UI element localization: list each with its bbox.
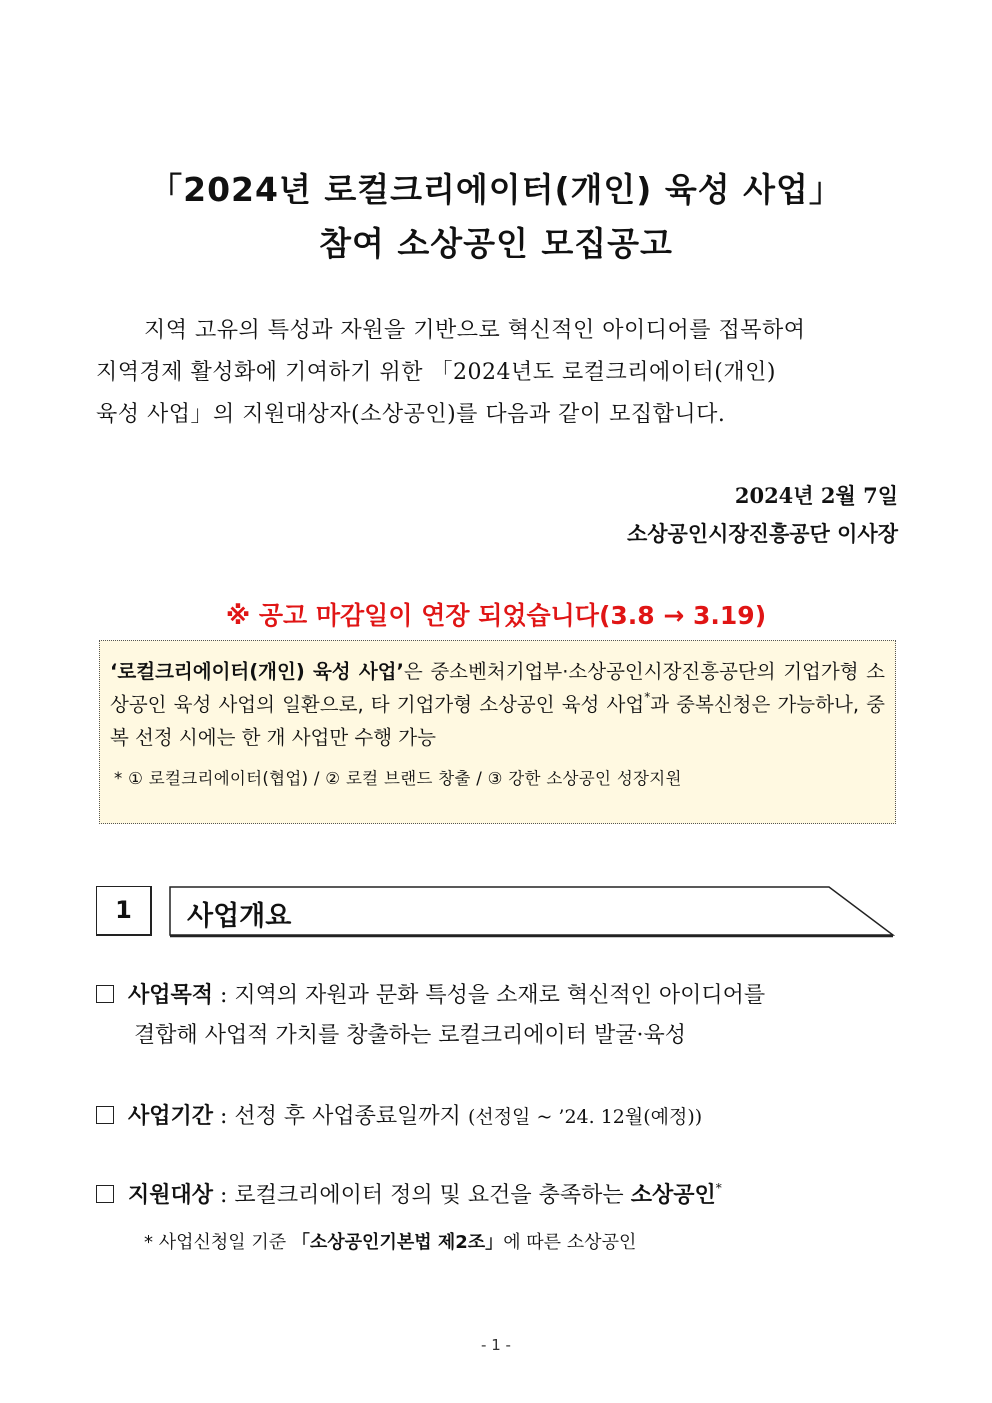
document-title-line2: 참여 소상공인 모집공고: [319, 224, 673, 263]
section-number: 1: [96, 886, 152, 936]
item-target-bold: 소상공인: [630, 1182, 716, 1208]
info-box-footnote: * ① 로컬크리에이터(협업) / ② 로컬 브랜드 창출 / ③ 강한 소상공인 성장지원: [114, 769, 682, 788]
section-title: 사업개요: [187, 901, 292, 932]
item-purpose-label: 사업목적: [128, 982, 214, 1008]
checkbox-square-icon: [96, 1106, 114, 1124]
info-box-text-part2: 과 중복신청은 가능하나, 중복 선정 시에는 한 개 사업만 수행 가능: [110, 693, 885, 749]
section-title-box: [169, 886, 895, 938]
item-target-sep: :: [213, 1183, 235, 1208]
item-period-label: 사업기간: [128, 1103, 214, 1129]
info-box-bold-lead: ‘로컬크리에이터(개인) 육성 사업’: [110, 660, 404, 683]
checkbox-square-icon: [96, 1185, 114, 1203]
item-target-label: 지원대상: [128, 1182, 214, 1208]
intro-line-2: 지역경제 활성화에 기여하기 위한 「2024년도 로컬크리에이터(개인): [96, 360, 776, 385]
intro-line-3: 육성 사업」의 지원대상자(소상공인)를 다음과 같이 모집합니다.: [96, 402, 726, 427]
checkbox-square-icon: [96, 985, 114, 1003]
item-target: [96, 1175, 898, 1216]
intro-paragraph: [96, 310, 898, 436]
target-footnote-law: 「소상공인기본법 제2조」: [291, 1232, 504, 1253]
announcement-date: 2024년 2월 7일: [734, 483, 898, 508]
deadline-extension-notice: ※ 공고 마감일이 연장 되었습니다(3.8 → 3.19): [225, 601, 767, 630]
item-purpose: [96, 975, 898, 1056]
item-target-sup: *: [715, 1181, 722, 1195]
target-footnote: [144, 1228, 636, 1254]
info-box-text-part1: 은 중소벤처기업부·소상공인시장진흥공단의 기업가형 소상공인 육성 사업의 일환으로, 타 기업가형 소상공인 육성 사업: [110, 660, 885, 716]
info-box-sup-mark: *: [644, 690, 651, 704]
page-number: - 1 -: [481, 1336, 511, 1354]
target-footnote-suffix: 에 따른 소상공인: [503, 1232, 637, 1253]
item-purpose-sep: :: [213, 983, 235, 1008]
issuer-name: 소상공인시장진흥공단 이사장: [626, 521, 898, 546]
item-purpose-text-1: 지역의 자원과 문화 특성을 소재로 혁신적인 아이디어를: [234, 983, 766, 1008]
info-box-text: [110, 655, 885, 754]
item-period-text: 선정 후 사업종료일까지: [234, 1104, 468, 1129]
intro-line-1: 지역 고유의 특성과 자원을 기반으로 혁신적인 아이디어를 접목하여: [144, 318, 806, 343]
target-footnote-prefix: * 사업신청일 기준: [144, 1232, 292, 1253]
item-target-text: 로컬크리에이터 정의 및 요건을 충족하는: [234, 1183, 631, 1208]
item-period-sep: :: [213, 1104, 235, 1129]
item-purpose-text-2: 결합해 사업적 가치를 창출하는 로컬크리에이터 발굴·육성: [134, 1023, 687, 1048]
document-title-line1: 「2024년 로컬크리에이터(개인) 육성 사업」: [149, 170, 843, 209]
info-box: [99, 640, 896, 824]
item-period: [96, 1096, 898, 1137]
item-period-paren: (선정일 ~ ’24. 12월(예정)): [467, 1106, 703, 1128]
